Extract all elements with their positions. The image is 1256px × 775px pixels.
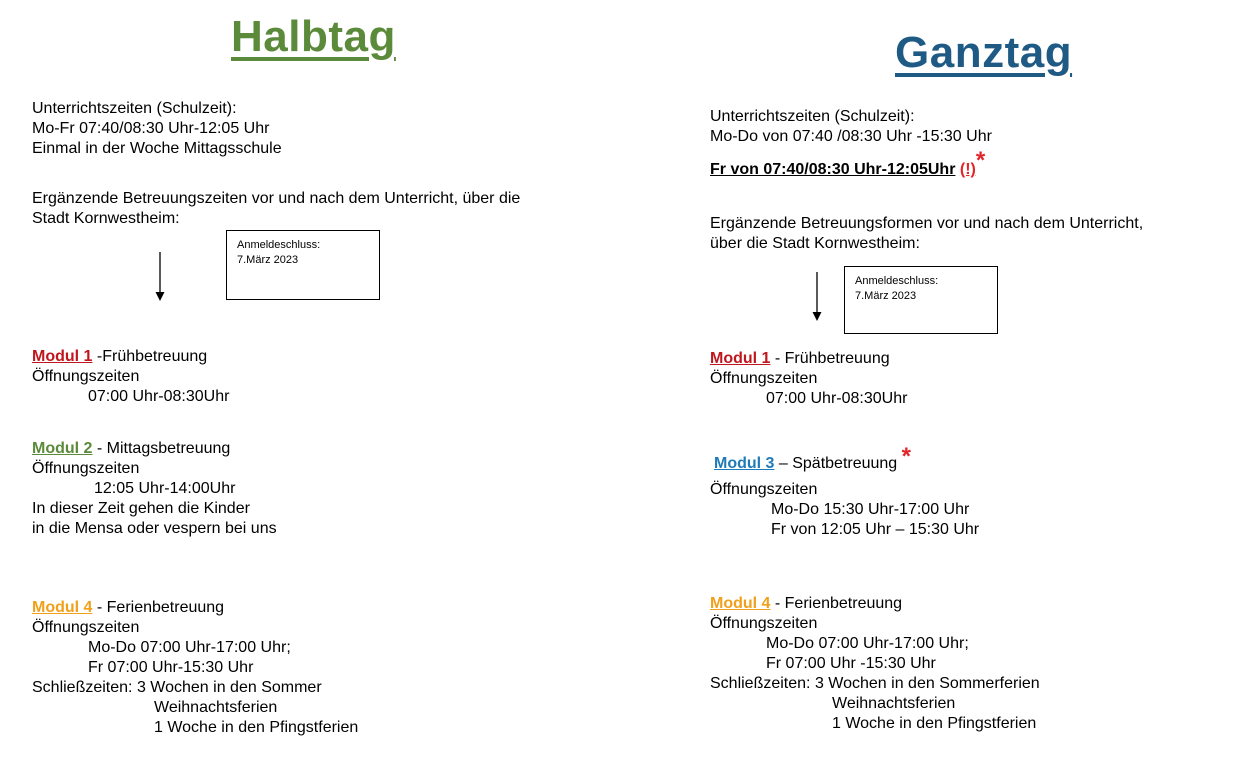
deadline-date: 7.März 2023: [855, 290, 917, 302]
hours-label: Öffnungszeiten: [710, 481, 818, 498]
hours-value: 07:00 Uhr-08:30Uhr: [88, 388, 230, 405]
modul4-label: Modul 4: [32, 599, 93, 616]
modul-heading: [32, 347, 229, 367]
modul-heading: [32, 439, 277, 459]
text-line: Unterrichtszeiten (Schulzeit):: [710, 108, 915, 125]
modul2-label: Modul 2: [32, 440, 93, 457]
modul2-title: - Mittagsbetreuung: [92, 440, 231, 457]
arrow-down-icon: [154, 252, 166, 302]
closing-first-line: [710, 674, 1040, 694]
deadline-label: Anmeldeschluss:: [855, 275, 939, 287]
hours-value: 12:05 Uhr-14:00Uhr: [94, 480, 236, 497]
ganztag-modul4: [710, 594, 1040, 734]
modul-heading: [710, 443, 979, 474]
hours-value: Mo-Do 07:00 Uhr-17:00 Uhr;: [766, 635, 969, 652]
hours-value: Fr 07:00 Uhr-15:30 Uhr: [88, 659, 254, 676]
ganztag-title: Ganztag: [895, 28, 1073, 77]
halbtag-school-times: [32, 99, 282, 159]
hours-value: Fr 07:00 Uhr -15:30 Uhr: [766, 655, 936, 672]
text-line: Mo-Do von 07:40 /08:30 Uhr -15:30 Uhr: [710, 128, 992, 145]
modul-heading: [710, 594, 1040, 614]
modul1-title: - Frühbetreuung: [770, 350, 890, 367]
modul3-label: Modul 3: [714, 455, 775, 472]
closing-value: Weihnachtsferien: [832, 695, 956, 712]
hours-value: Mo-Do 15:30 Uhr-17:00 Uhr: [771, 501, 970, 518]
halbtag-care-intro: [32, 189, 520, 229]
halbtag-deadline-box: [226, 230, 380, 300]
modul-heading: [710, 349, 907, 369]
deadline-date: 7.März 2023: [237, 254, 299, 266]
modul3-title: – Spätbetreuung: [774, 455, 902, 472]
friday-times: Fr von 07:40/08:30 Uhr-12:05Uhr: [710, 161, 956, 178]
hours-label: Öffnungszeiten: [32, 368, 140, 385]
hours-value: 07:00 Uhr-08:30Uhr: [766, 390, 908, 407]
text-line: Ergänzende Betreuungsformen vor und nach dem Unterricht,: [710, 215, 1144, 232]
closing-value: Weihnachtsferien: [154, 699, 278, 716]
hours-label: Öffnungszeiten: [710, 370, 818, 387]
text-line: Einmal in der Woche Mittagsschule: [32, 140, 282, 157]
asterisk-icon: *: [975, 147, 986, 174]
closing-value: 1 Woche in den Pfingstferien: [832, 715, 1037, 732]
modul1-label: Modul 1: [710, 350, 771, 367]
modul-heading: [32, 598, 358, 618]
ganztag-friday-line: [710, 147, 986, 180]
modul4-title: - Ferienbetreuung: [92, 599, 225, 616]
halbtag-modul1: [32, 347, 229, 407]
closing-first-line: [32, 678, 358, 698]
closing-value: 3 Wochen in den Sommer: [136, 679, 322, 696]
text-line: über die Stadt Kornwestheim:: [710, 235, 920, 252]
hours-value: Mo-Do 07:00 Uhr-17:00 Uhr;: [88, 639, 291, 656]
closing-label: Schließzeiten:: [710, 675, 811, 692]
modul1-title: -Frühbetreuung: [92, 348, 208, 365]
ganztag-modul1: [710, 349, 907, 409]
friday-note: (!): [959, 161, 976, 178]
modul4-title: - Ferienbetreuung: [770, 595, 903, 612]
hours-label: Öffnungszeiten: [32, 619, 140, 636]
text-line: Unterrichtszeiten (Schulzeit):: [32, 100, 237, 117]
modul4-label: Modul 4: [710, 595, 771, 612]
ganztag-school-times: [710, 107, 992, 147]
deadline-label: Anmeldeschluss:: [237, 239, 321, 251]
halbtag-modul2: [32, 439, 277, 539]
note-line: In dieser Zeit gehen die Kinder: [32, 500, 250, 517]
hours-value: Fr von 12:05 Uhr – 15:30 Uhr: [771, 521, 980, 538]
halbtag-title: Halbtag: [231, 12, 396, 61]
arrow-down-icon: [811, 272, 823, 322]
hours-label: Öffnungszeiten: [32, 460, 140, 477]
asterisk-icon: *: [901, 443, 911, 470]
halbtag-modul4: [32, 598, 358, 738]
text-line: Stadt Kornwestheim:: [32, 210, 180, 227]
closing-label: Schließzeiten:: [32, 679, 133, 696]
closing-value: 3 Wochen in den Sommerferien: [814, 675, 1040, 692]
note-line: in die Mensa oder vespern bei uns: [32, 520, 277, 537]
modul1-label: Modul 1: [32, 348, 93, 365]
ganztag-deadline-box: [844, 266, 998, 334]
ganztag-care-intro: [710, 214, 1143, 254]
hours-label: Öffnungszeiten: [710, 615, 818, 632]
ganztag-modul3: [710, 443, 980, 540]
closing-value: 1 Woche in den Pfingstferien: [154, 719, 359, 736]
text-line: Ergänzende Betreuungszeiten vor und nach dem Unterricht, über die: [32, 190, 521, 207]
text-line: Mo-Fr 07:40/08:30 Uhr-12:05 Uhr: [32, 120, 270, 137]
